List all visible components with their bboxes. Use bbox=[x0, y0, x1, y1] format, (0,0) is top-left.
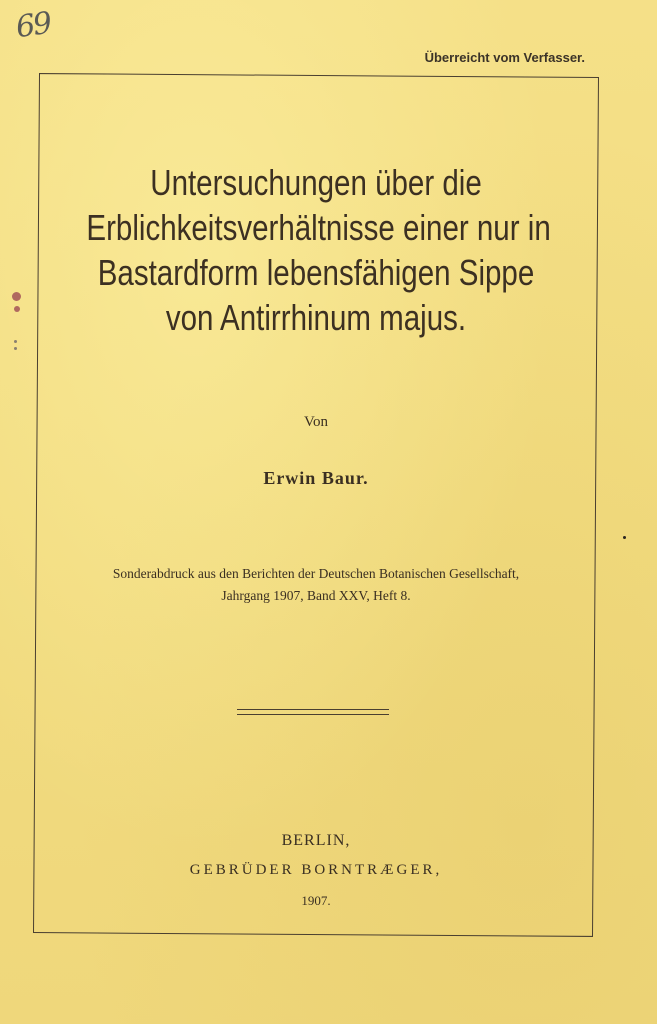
reprint-line-2: Jahrgang 1907, Band XXV, Heft 8. bbox=[221, 588, 411, 603]
publication-year: 1907. bbox=[301, 893, 331, 908]
stain-spot bbox=[14, 347, 17, 350]
presented-by-note: Überreicht vom Verfasser. bbox=[424, 50, 585, 65]
title-line-4: von Antirrhinum majus. bbox=[165, 297, 467, 338]
reprint-line-1: Sonderabdruck aus den Berichten der Deutschen Botanischen Gesellschaft, bbox=[112, 566, 520, 581]
stain-spot bbox=[14, 306, 20, 312]
double-rule-divider bbox=[237, 709, 389, 715]
title-line-3: Bastardform lebensfähigen Sippe bbox=[97, 252, 535, 293]
title-line-2: Erblichkeitsverhältnisse einer nur in bbox=[86, 207, 551, 248]
reprint-note bbox=[36, 563, 596, 607]
title-line-1: Untersuchungen über die bbox=[150, 162, 482, 203]
handwritten-number: 69 bbox=[13, 5, 53, 46]
publisher-name: GEBRÜDER BORNTRÆGER, bbox=[189, 862, 443, 878]
title-block bbox=[86, 160, 551, 340]
stain-spot bbox=[623, 536, 626, 539]
stain-spot bbox=[14, 340, 17, 343]
author-name: Erwin Baur. bbox=[263, 468, 369, 488]
by-label: Von bbox=[304, 414, 328, 430]
publication-city: BERLIN, bbox=[281, 832, 351, 849]
stain-spot bbox=[12, 292, 21, 301]
